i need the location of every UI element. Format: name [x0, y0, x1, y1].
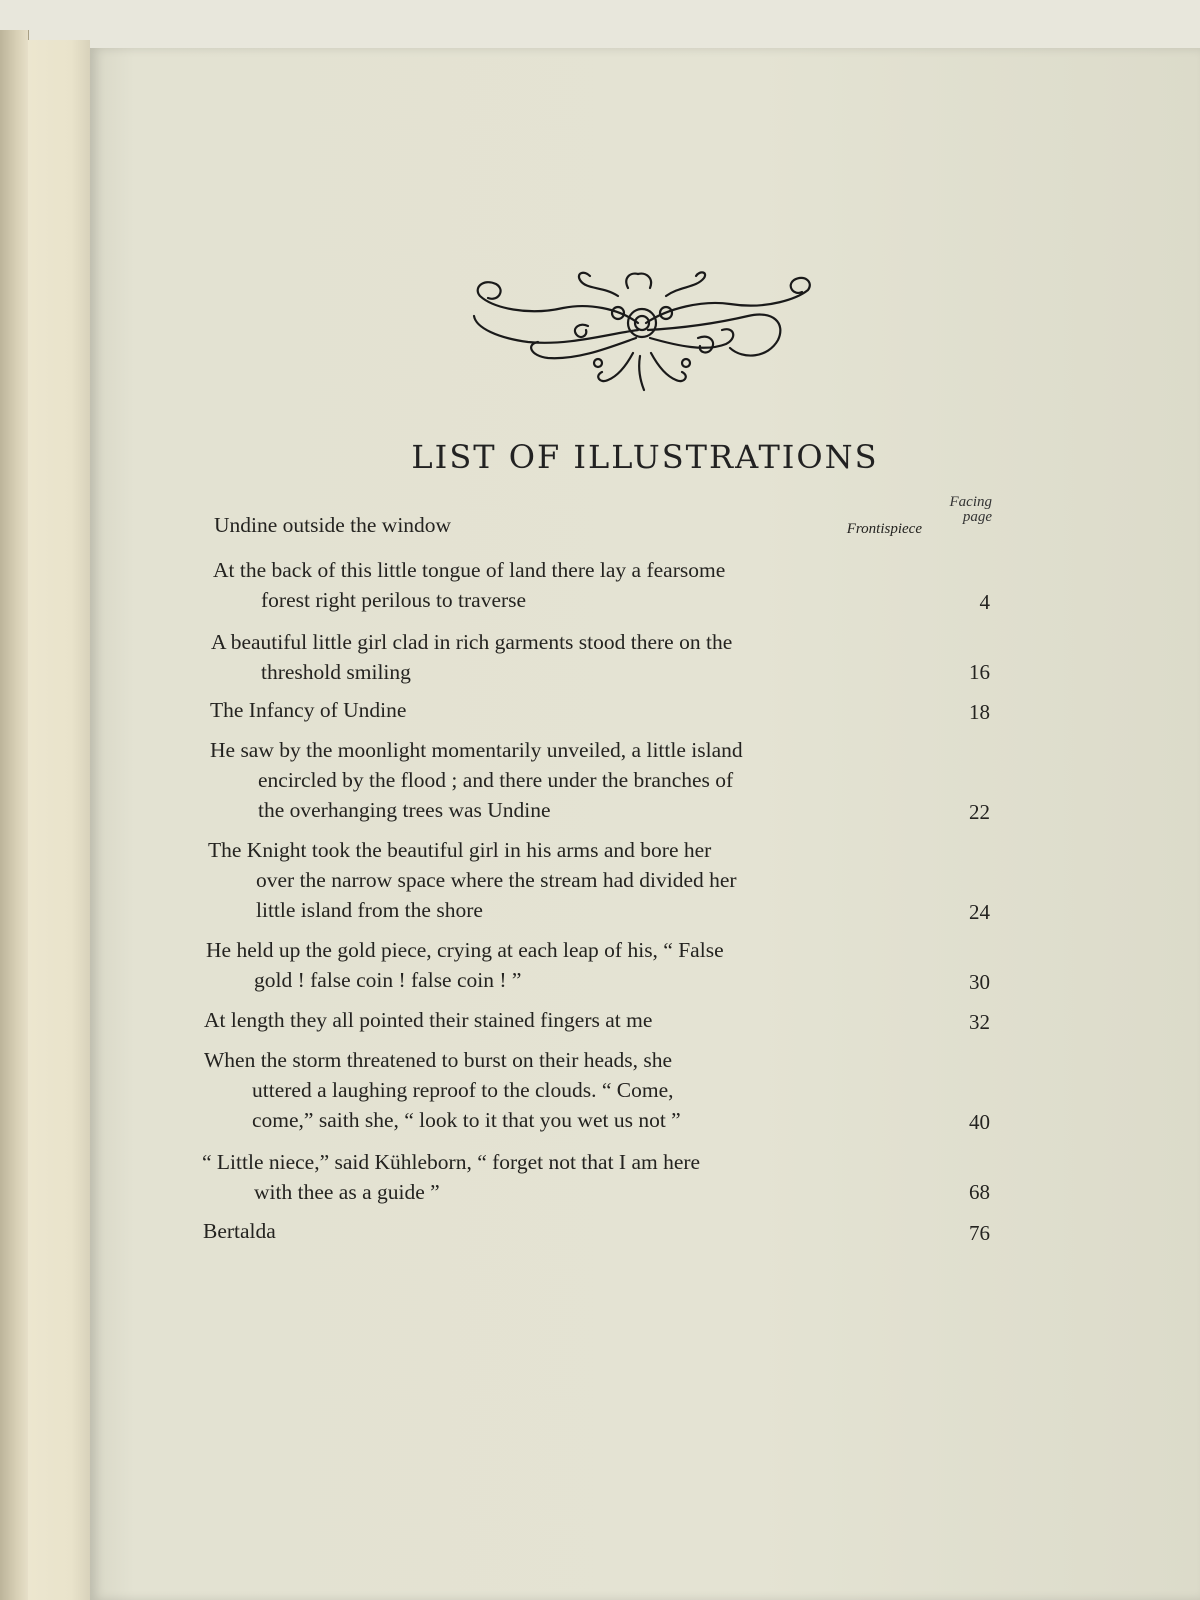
page-number: 16	[969, 660, 990, 684]
entry-line: the overhanging trees was Undine	[258, 798, 551, 822]
entry-line: He held up the gold piece, crying at each leap of his, “ False	[206, 938, 724, 962]
page-title: LIST OF ILLUSTRATIONS	[411, 438, 879, 476]
page-number: 24	[969, 900, 990, 924]
page-number: 18	[969, 700, 990, 724]
entry-line: “ Little niece,” said Kühleborn, “ forget not that I am here	[202, 1150, 701, 1174]
entry-title	[204, 1005, 822, 1035]
frontispiece-note: Frontispiece	[846, 521, 922, 537]
page-number: 76	[969, 1221, 990, 1245]
entry-title	[206, 935, 822, 995]
entry-title	[204, 1045, 822, 1135]
entry-line: over the narrow space where the stream had divided her	[256, 868, 737, 892]
entry-line: gold ! false coin ! false coin ! ”	[254, 968, 522, 992]
book-page	[90, 48, 1200, 1600]
entry-line: Bertalda	[203, 1219, 276, 1243]
page-number: 30	[969, 970, 990, 994]
entry-title	[203, 1216, 823, 1246]
entry-title	[202, 1147, 822, 1207]
entry-line: with thee as a guide ”	[254, 1180, 440, 1204]
page-number: 68	[969, 1180, 990, 1204]
entry-title	[210, 695, 822, 725]
entry-title	[211, 627, 823, 687]
left-page-edge	[0, 30, 29, 1600]
book-gutter	[28, 40, 90, 1600]
facing-label-line: page	[962, 509, 992, 525]
entry-line: little island from the shore	[256, 898, 483, 922]
entry-title	[210, 735, 822, 825]
page-number: 4	[979, 590, 990, 614]
decorative-headpiece-ornament	[468, 268, 816, 398]
entry-line: uttered a laughing reproof to the clouds. “ Come,	[252, 1078, 674, 1102]
entry-line: come,” saith she, “ look to it that you wet us not ”	[252, 1108, 681, 1132]
entry-line: Undine outside the window	[214, 513, 452, 537]
entry-line: When the storm threatened to burst on their heads, she	[204, 1048, 673, 1072]
entry-line: The Knight took the beautiful girl in his arms and bore her	[208, 838, 712, 862]
entry-line: encircled by the flood ; and there under the branches of	[258, 768, 734, 792]
entry-line: threshold smiling	[261, 660, 411, 684]
entry-line: forest right perilous to traverse	[261, 588, 527, 612]
facing-label-line: Facing	[949, 494, 992, 510]
entry-line: At the back of this little tongue of land there lay a fearsome	[213, 558, 726, 582]
page-number: 32	[969, 1010, 990, 1034]
entry-title	[213, 555, 823, 615]
entry-title	[208, 835, 822, 925]
page-number: 40	[969, 1110, 990, 1134]
entry-line: He saw by the moonlight momentarily unveiled, a little island	[210, 738, 743, 762]
entry-line: The Infancy of Undine	[210, 698, 407, 722]
entry-line: A beautiful little girl clad in rich garments stood there on the	[211, 630, 733, 654]
entry-line: At length they all pointed their stained fingers at me	[204, 1008, 653, 1032]
page-number: 22	[969, 800, 990, 824]
